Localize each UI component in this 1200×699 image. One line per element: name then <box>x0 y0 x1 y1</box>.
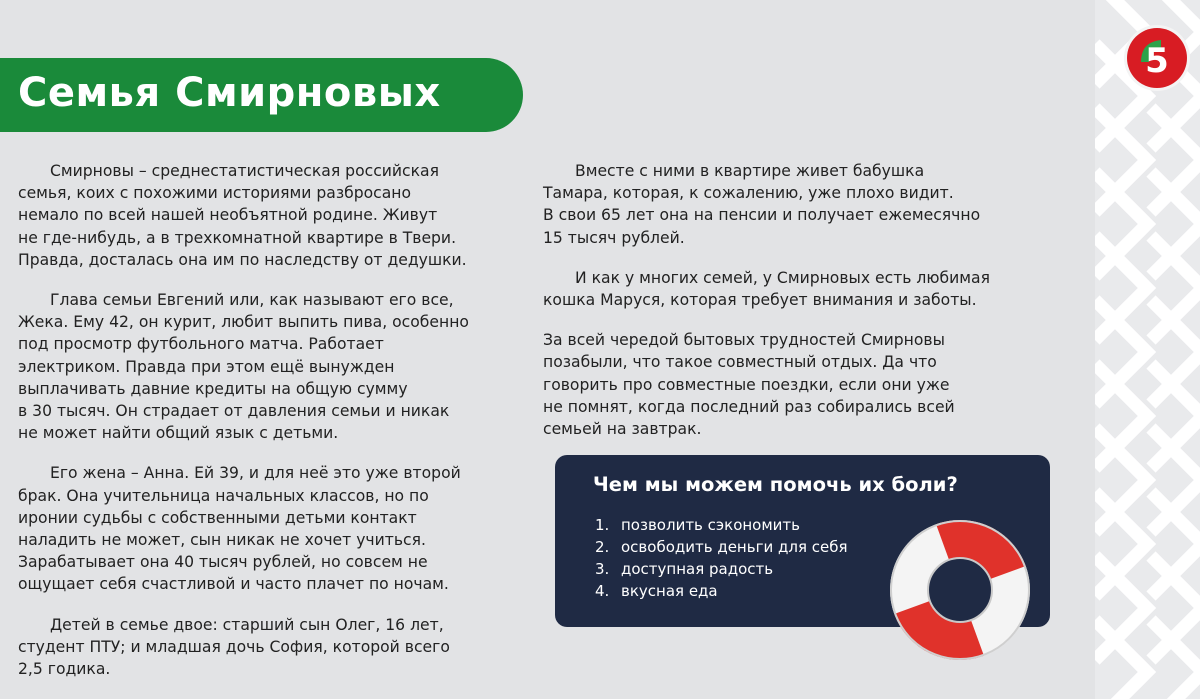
list-item-number: 1. <box>595 516 610 534</box>
left-text-column <box>18 160 488 698</box>
paragraph-no-rest <box>543 329 1023 440</box>
list-item-number: 3. <box>595 560 610 578</box>
list-item <box>595 580 847 602</box>
right-text-column <box>543 160 1023 458</box>
page-title: Семья Смирновых <box>18 70 441 116</box>
paragraph-text: И как у многих семей, у Смирновых есть любимая кошка Маруся, которая требует внимания и заботы. <box>543 268 990 310</box>
paragraph-text: Вместе с ними в квартире живет бабушка Тамара, которая, к сожалению, уже плохо видит. В свои 65 лет она на пенсии и получает ежемесячно 15 тысяч рублей. <box>543 162 981 247</box>
list-item <box>595 558 847 580</box>
chevron-pattern <box>1095 0 1200 699</box>
list-item <box>595 536 847 558</box>
list-item-number: 2. <box>595 538 610 556</box>
help-list <box>595 514 847 602</box>
paragraph-text: Глава семьи Евгений или, как называют его все, Жека. Ему 42, он курит, любит выпить пива, особенно под просмотр футбольного матча. Работает электриком. Правда при этом ещё вынужден выплачивать давние кредиты на общую сумму в 30 тысяч. Он страдает от давления семьи и никак не может найти общий язык с детьми. <box>18 291 469 443</box>
list-item-text: освободить деньги для себя <box>621 538 848 556</box>
paragraph-text: Детей в семье двое: старший сын Олег, 16 лет, студент ПТУ; и младшая дочь София, которой всего 2,5 годика. <box>18 615 450 679</box>
list-item-text: позволить сэкономить <box>621 516 801 534</box>
paragraph-evgeny <box>18 289 488 444</box>
title-banner <box>0 58 523 132</box>
paragraph-text: Его жена – Анна. Ей 39, и для неё это уже второй брак. Она учительница начальных классов, но по иронии судьбы с собственными детьми контакт наладить не может, сын никак не хочет учиться. Зарабатывает она 40 тысяч рублей, но совсем не ощущает себя счастливой и часто плачет по ночам. <box>18 464 461 594</box>
paragraph-text: За всей чередой бытовых трудностей Смирновы позабыли, что такое совместный отдых. Да что говорить про совместные поездки, если они уже не помнят, когда последний раз собирались всей семьей на завтрак. <box>543 331 955 439</box>
help-box-title: Чем мы можем помочь их боли? <box>593 473 958 496</box>
list-item <box>595 514 847 536</box>
pyaterochka-logo-icon <box>1127 28 1187 88</box>
paragraph-anna <box>18 462 488 595</box>
list-item-text: доступная радость <box>621 560 774 578</box>
lifebuoy-icon <box>885 515 1035 665</box>
decorative-chevron-strip <box>1095 0 1200 699</box>
paragraph-text: Смирновы – среднестатистическая российская семья, коих с похожими историями разбросано немало по всей нашей необъятной родине. Живут не где-нибудь, а в трехкомнатной квартире в Твери. Правда, досталась она им по наследству от дедушки. <box>18 162 467 269</box>
paragraph-children <box>18 614 488 681</box>
paragraph-cat <box>543 267 1023 311</box>
logo-digit: 5 <box>1145 41 1169 81</box>
paragraph-grandmother <box>543 160 1023 249</box>
list-item-text: вкусная еда <box>621 582 718 600</box>
list-item-number: 4. <box>595 582 610 600</box>
paragraph-family-intro <box>18 160 488 271</box>
